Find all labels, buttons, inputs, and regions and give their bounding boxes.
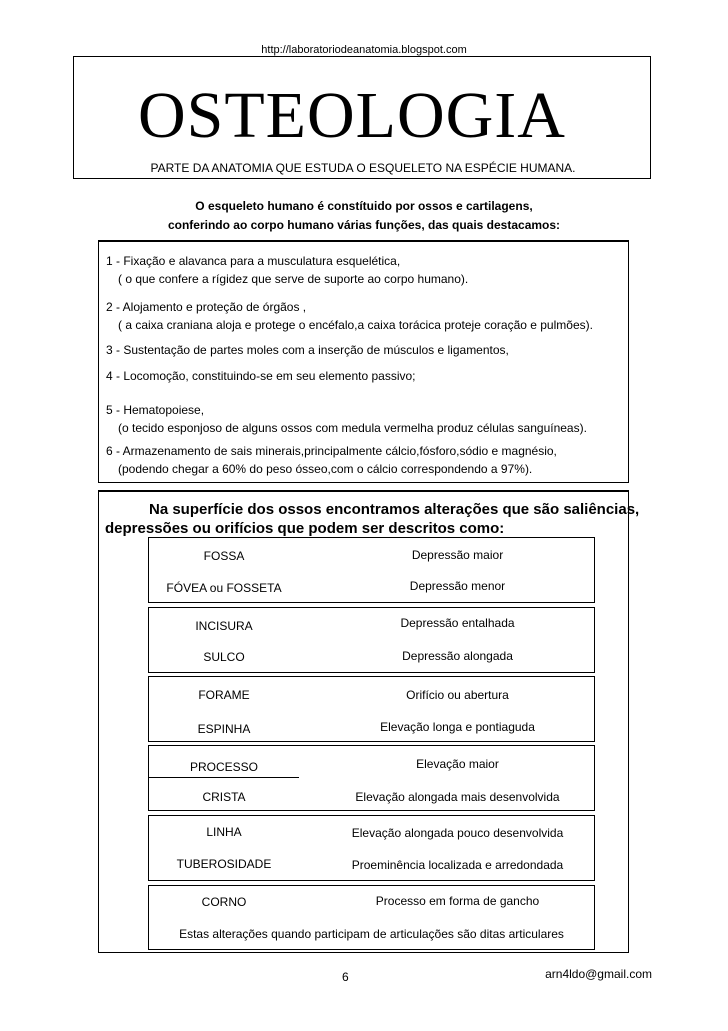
term-row: [148, 745, 595, 778]
function-detail: (podendo chegar a 60% do peso ósseo,com o cálcio correspondendo a 97%).: [118, 462, 533, 476]
term-name: CRISTA: [202, 790, 246, 804]
function-detail: ( o que confere a rígidez que serve de suporte ao corpo humano).: [118, 272, 469, 286]
term-definition: Depressão entalhada: [400, 616, 515, 630]
term-definition: Elevação maior: [416, 757, 499, 771]
term-name: FÓVEA ou FOSSETA: [166, 581, 282, 595]
intro-text: [0, 197, 728, 235]
intro-line-1: O esqueleto humano é constítuido por ossos e cartilagens,: [195, 199, 533, 213]
function-item: [106, 442, 557, 478]
term-definition: Depressão menor: [409, 579, 506, 593]
function-item: [106, 367, 416, 385]
function-item: [106, 298, 593, 334]
source-url[interactable]: http://laboratoriodeanatomia.blogspot.com: [261, 44, 467, 56]
term-definition: Elevação longa e pontiaguda: [380, 720, 535, 734]
term-row: [148, 676, 595, 709]
page-title: OSTEOLOGIA: [138, 79, 566, 152]
author-email[interactable]: arn4ldo@gmail.com: [545, 967, 652, 981]
term-row: [148, 848, 595, 881]
function-main: 6 - Armazenamento de sais minerais,principalmente cálcio,fósforo,sódio e magnésio,: [106, 444, 557, 458]
term-row: [148, 607, 595, 640]
term-row: [148, 709, 595, 742]
term-definition: Processo em forma de gancho: [375, 894, 540, 908]
term-row: [148, 640, 595, 673]
title-box: [73, 56, 651, 179]
articular-note: Estas alterações quando participam de articulações são ditas articulares: [148, 920, 595, 950]
term-name: CORNO: [201, 895, 247, 909]
term-definition: Depressão alongada: [402, 649, 513, 663]
function-main: 4 - Locomoção, constituindo-se em seu elemento passivo;: [106, 369, 416, 383]
page-subtitle: PARTE DA ANATOMIA QUE ESTUDA O ESQUELETO NA ESPÉCIE HUMANA.: [150, 161, 576, 175]
function-main: 1 - Fixação e alavanca para a musculatura esquelética,: [106, 254, 401, 268]
term-definition: Depressão maior: [411, 548, 504, 562]
term-name: FORAME: [198, 688, 250, 702]
term-row: [148, 570, 595, 603]
term-name: PROCESSO: [189, 760, 258, 774]
function-main: 2 - Alojamento e proteção de órgãos ,: [106, 300, 307, 314]
term-name: FOSSA: [203, 549, 245, 563]
term-name: SULCO: [203, 650, 245, 664]
term-definition: Elevação alongada mais desenvolvida: [355, 790, 560, 804]
surface-heading-line-1: Na superfície dos ossos encontramos alterações que são saliências,: [149, 501, 640, 518]
term-definition: Proeminência localizada e arredondada: [351, 858, 564, 872]
functions-box: [98, 240, 629, 483]
term-definition: Elevação alongada pouco desenvolvida: [351, 826, 564, 840]
term-row: [148, 537, 595, 570]
function-main: 3 - Sustentação de partes moles com a inserção de músculos e ligamentos,: [106, 343, 509, 357]
term-name: TUBEROSIDADE: [176, 857, 272, 871]
function-detail: ( a caixa craniana aloja e protege o encéfalo,a caixa torácica proteje coração e pulmões).: [118, 318, 593, 332]
term-row: [148, 885, 595, 920]
function-main: 5 - Hematopoiese,: [106, 403, 205, 417]
function-item: [106, 252, 468, 288]
intro-line-2: conferindo ao corpo humano várias funções, das quais destacamos:: [167, 218, 561, 232]
term-name: INCISURA: [195, 619, 253, 633]
term-row: [148, 778, 595, 811]
term-row: [148, 815, 595, 848]
function-detail: (o tecido esponjoso de alguns ossos com medula vermelha produz células sanguíneas).: [118, 421, 587, 435]
surface-heading-line-2: depressões ou orifícios que podem ser descritos como:: [105, 520, 505, 537]
term-definition: Orifício ou abertura: [406, 688, 509, 702]
surface-heading: [105, 500, 639, 538]
term-name: LINHA: [206, 825, 242, 839]
function-item: [106, 401, 587, 437]
term-name: ESPINHA: [197, 722, 251, 736]
page-number: 6: [342, 970, 349, 984]
function-item: [106, 341, 509, 359]
